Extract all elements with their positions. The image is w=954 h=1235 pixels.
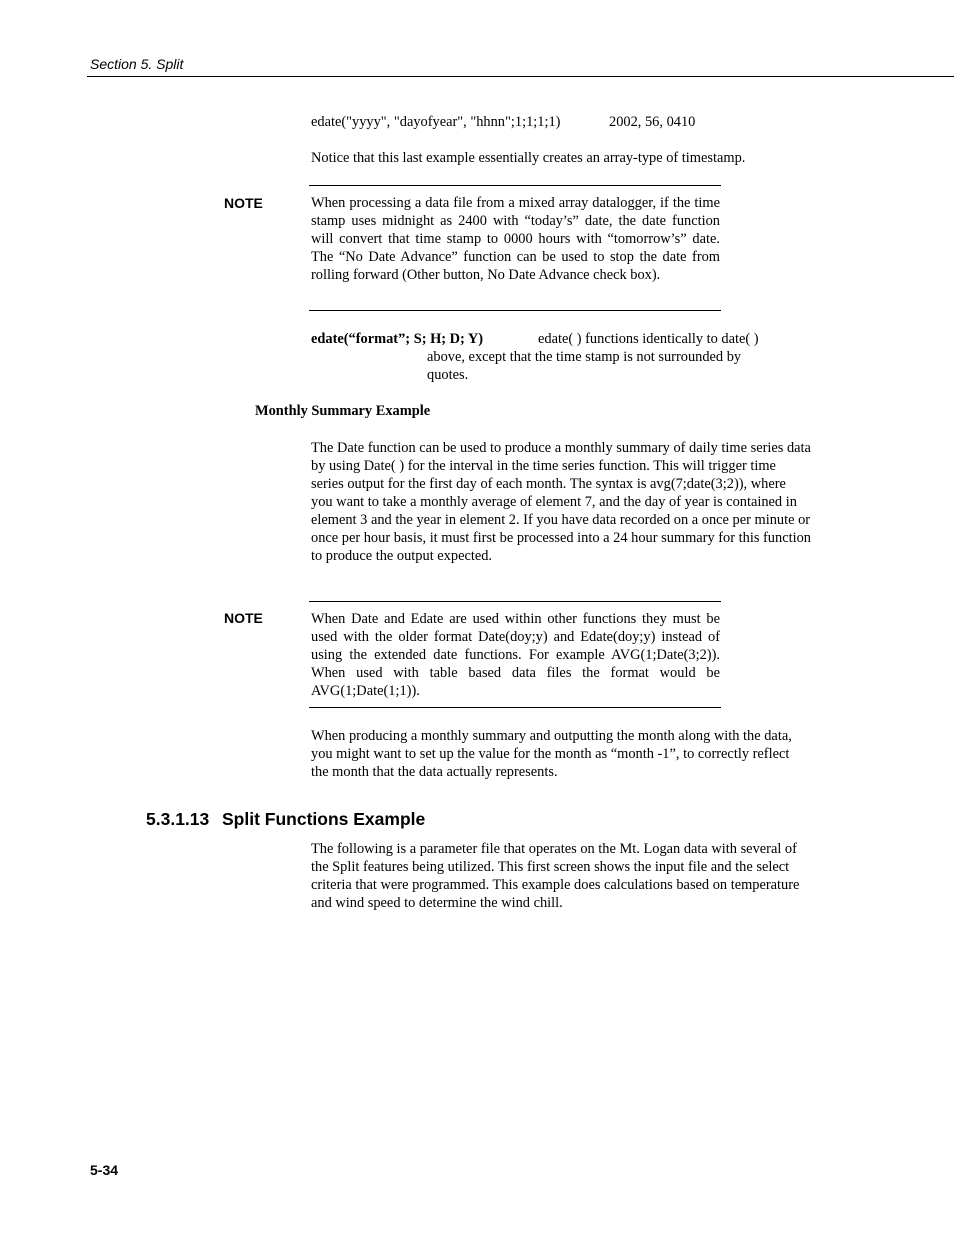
example-code: edate("yyyy", "dayofyear", "hhnn";1;1;1;1) [311,114,561,130]
note1-label: NOTE [224,195,263,211]
monthly-heading: Monthly Summary Example [255,403,431,419]
edate-definition-first-line: edate( ) functions identically to date( ) [538,331,759,347]
note2-text: When Date and Edate are used within other functions they must be used with the older format Date(doy;y) and Edate(doy;y) instead of using the extended date functions. For example AVG(1;Date(3;2)). When used with table based data files the format would be AVG(1;Date(1;1)). [311,611,720,699]
note2-top-rule [309,601,721,602]
edate-term: edate(“format”; S; H; D; Y) [311,331,484,347]
page-number: 5-34 [90,1162,119,1178]
monthly-paragraph: The Date function can be used to produce a monthly summary of daily time series data by using Date( ) for the interval in the time series function. This will trigger time series output for the first day of each month. The syntax is avg(7;date(3;2)), where you want to take a monthly average of element 7, and the day of year is contained in element 3 and the year in element 2. If you have data recorded on a once per minute or once per hour basis, it must first be processed into a 24 hour summary for this function to produce the output expected. [311,440,811,564]
note2-label: NOTE [224,610,263,626]
edate-definition-rest: above, except that the time stamp is not surrounded by quotes. [427,349,742,383]
note2-bottom-rule [309,707,721,708]
section-number: 5.3.1.13 [146,809,210,829]
running-header: Section 5. Split [90,56,184,72]
section-title: Split Functions Example [222,809,426,829]
header-rule [87,76,954,77]
section-paragraph: The following is a parameter file that operates on the Mt. Logan data with several of the Split features being utilized. This first screen shows the input file and the select criteria that were programmed. This example does calculations based on temperature and wind speed to determine the wind chill. [311,841,800,911]
note1-bottom-rule [309,310,721,311]
example-result: 2002, 56, 0410 [609,114,696,130]
note1-text: When processing a data file from a mixed array datalogger, if the time stamp uses midnight as 2400 with “today’s” date, the date function will convert that time stamp to 0000 hours with “tomorrow’s” date. The “No Date Advance” function can be used to stop the date from rolling forward (Other button, No Date Advance check box). [311,195,720,283]
month-paragraph: When producing a monthly summary and outputting the month along with the data, you might want to set up the value for the month as “month -1”, to correctly reflect the month that the data actually represents. [311,728,792,780]
note1-top-rule [309,185,721,186]
notice-paragraph: Notice that this last example essentially creates an array-type of timestamp. [311,150,746,166]
